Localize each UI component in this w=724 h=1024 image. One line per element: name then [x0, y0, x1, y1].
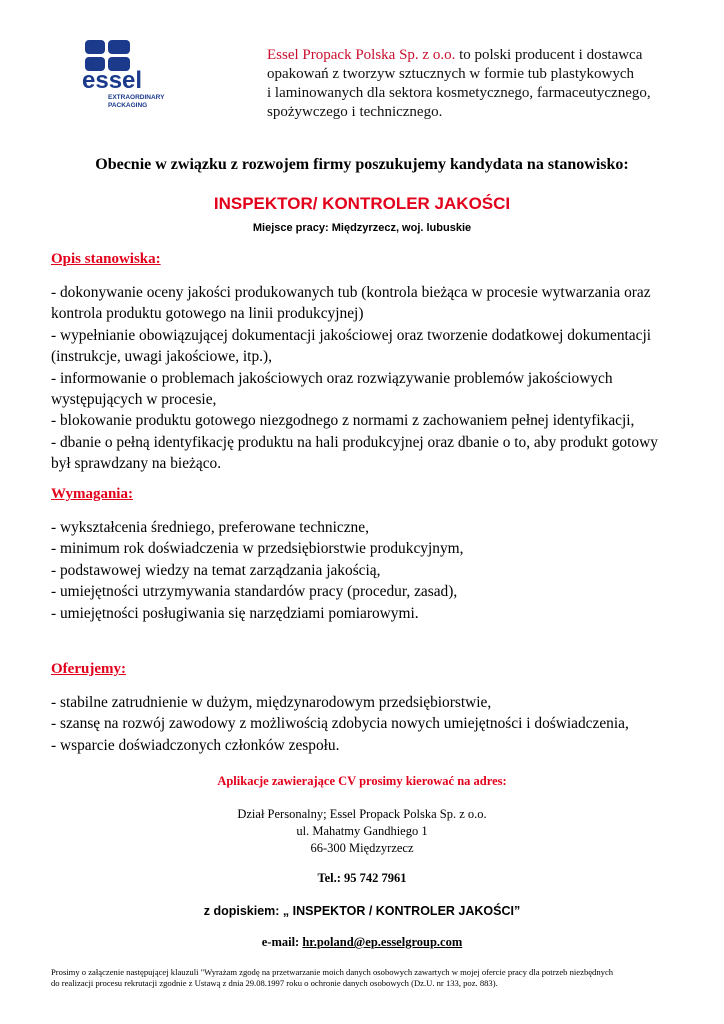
address-line-3: 66-300 Międzyrzecz: [310, 841, 414, 855]
company-intro: [267, 46, 687, 122]
list-item: występujących w procesie,: [51, 391, 217, 409]
header: [82, 38, 682, 128]
workplace: Miejsce pracy: Międzyrzecz, woj. lubuskie: [252, 222, 472, 234]
address-block: [0, 806, 724, 857]
list-item: - podstawowej wiedzy na temat zarządzania jakością,: [51, 561, 381, 579]
list-item: - wykształcenia średniego, preferowane techniczne,: [51, 519, 369, 536]
list-item: - blokowanie produktu gotowego niezgodnego z normami z zachowaniem pełnej identyfikacji,: [51, 412, 635, 430]
list-item: - wypełnianie obowiązującej dokumentacji jakościowej oraz tworzenie dodatkowej dokumentacji: [51, 326, 652, 344]
address-line-1: Dział Personalny; Essel Propack Polska Sp. z o.o.: [237, 807, 487, 821]
list-item: - informowanie o problemach jakościowych oraz rozwiązywanie problemów jakościowych: [51, 369, 613, 387]
list-item: - szansę na rozwój zawodowy z możliwością zdobycia nowych umiejętności i doświadczenia,: [51, 715, 629, 733]
headline: Obecnie w związku z rozwojem firmy poszukujemy kandydata na stanowisko:: [95, 156, 629, 173]
position-title: INSPEKTOR/ KONTROLER JAKOŚCI: [213, 194, 511, 213]
list-item: - dokonywanie oceny jakości produkowanych tub (kontrola bieżąca w procesie wytwarzania oraz: [51, 284, 651, 301]
logo-block-2: [108, 40, 130, 54]
company-name: Essel Propack Polska Sp. z o.o.: [267, 47, 456, 63]
logo-wordmark: essel: [82, 67, 143, 94]
email-label: e-mail:: [261, 935, 303, 949]
list-item: - minimum rok doświadczenia w przedsiębiorstwie produkcyjnym,: [51, 540, 464, 558]
oferujemy-list: [51, 692, 681, 756]
intro-line-3: i laminowanych dla sektora kosmetycznego, farmaceutycznego,: [267, 85, 651, 101]
logo-block-1: [85, 40, 105, 54]
list-item: (instrukcje, uwagi jakościowe, itp.),: [51, 348, 272, 366]
apply-instruction: Aplikacje zawierające CV prosimy kierować na adres:: [217, 774, 507, 788]
logo-tagline-2: PACKAGING: [108, 102, 148, 109]
section-title-oferujemy: Oferujemy:: [51, 661, 126, 677]
phone-number: Tel.: 95 742 7961: [317, 871, 407, 885]
opis-list: [51, 282, 681, 475]
wymagania-list: [51, 517, 681, 624]
section-title-wymagania: Wymagania:: [51, 486, 133, 502]
logo-tagline-1: EXTRAORDINARY: [108, 94, 165, 101]
list-item: kontrola produktu gotowego na linii produkcyjnej): [51, 305, 364, 323]
address-line-2: ul. Mahatmy Gandhiego 1: [296, 824, 428, 838]
essel-logo: [82, 38, 182, 118]
email-link[interactable]: hr.poland@ep.esselgroup.com: [302, 935, 463, 949]
list-item: - stabilne zatrudnienie w dużym, międzynarodowym przedsiębiorstwie,: [51, 694, 492, 711]
list-item: - umiejętności utrzymywania standardów pracy (procedur, zasad),: [51, 583, 458, 601]
list-item: - wsparcie doświadczonych członków zespołu.: [51, 736, 340, 754]
intro-line-2: opakowań z tworzyw sztucznych w formie tub plastykowych: [267, 66, 634, 82]
intro-line-4: spożywczego i technicznego.: [267, 104, 443, 120]
email-line: [0, 935, 724, 950]
subject-note: z dopiskiem: „ INSPEKTOR / KONTROLER JAKOŚCI”: [203, 904, 521, 918]
clause-line-1: Prosimy o załączenie następującej klauzuli "Wyrażam zgodę na przetwarzanie moich danych osobowych zawartych w mojej ofercie pracy dla potrzeb niezbędnych: [51, 967, 614, 977]
list-item: był sprawdzany na bieżąco.: [51, 455, 222, 473]
gdpr-clause: [51, 967, 691, 989]
list-item: - dbanie o pełną identyfikację produktu na hali produkcyjnej oraz dbanie o to, aby produkt gotowy: [51, 433, 658, 451]
list-item: - umiejętności posługiwania się narzędziami pomiarowymi.: [51, 604, 419, 622]
section-title-opis: Opis stanowiska:: [51, 251, 161, 267]
intro-line-1: to polski producent i dostawca: [455, 47, 643, 63]
clause-line-2: do realizacji procesu rekrutacji zgodnie z Ustawą z dnia 29.08.1997 roku o ochronie danych osobowych (Dz.U. nr 133, poz. 883).: [51, 978, 498, 988]
